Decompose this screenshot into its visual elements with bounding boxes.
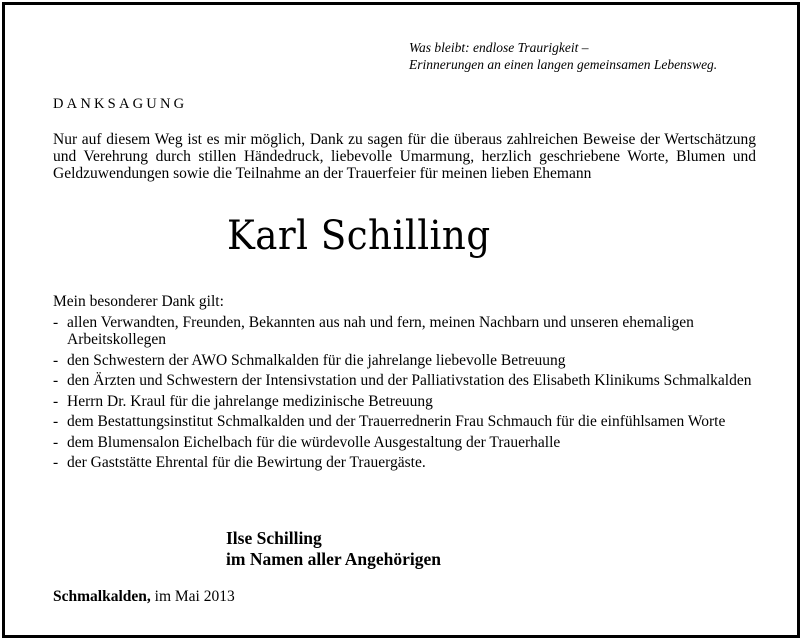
bullet-dash: - [53, 413, 59, 430]
thanks-item-text: den Ärzten und Schwestern der Intensivstation und der Palliativstation des Elisabeth Klinikums Schmalkalden [67, 372, 752, 389]
bullet-dash: - [53, 392, 59, 410]
thanks-item [53, 393, 773, 410]
signature-subline: im Namen aller Angehörigen [226, 549, 442, 569]
intro-paragraph: Nur auf diesem Weg ist es mir möglich, Dank zu sagen für die überaus zahlreichen Beweise der Wertschätzung und Verehrung durch stillen Händedruck, liebevolle Umarmung, herzlich geschriebene Worte, Blumen und Geldzuwendungen sowie die Teilnahme an der Trauerfeier für meinen lieben Ehemann [53, 131, 756, 182]
deceased-name: Karl Schilling [227, 213, 491, 259]
thanks-item [53, 454, 773, 471]
place: Schmalkalden, [53, 588, 151, 605]
thanks-item-text: der Gaststätte Ehrental für die Bewirtung der Trauergäste. [67, 454, 426, 471]
thanks-item-text: dem Blumensalon Eichelbach für die würdevolle Ausgestaltung der Trauerhalle [67, 433, 561, 451]
notice-heading: DANKSAGUNG [53, 96, 188, 112]
bullet-dash: - [53, 314, 59, 331]
signature-name: Ilse Schilling [226, 528, 322, 548]
thanks-list [53, 314, 773, 475]
thanks-item-text: dem Bestattungsinstitut Schmalkalden und der Trauerrednerin Frau Schmauch für die einfühlsamen Worte [67, 413, 726, 430]
thanks-item [53, 314, 773, 348]
bullet-dash: - [53, 351, 59, 369]
place-date [53, 588, 235, 606]
motto-quote [409, 39, 717, 73]
thanks-item [53, 352, 773, 369]
date: im Mai 2013 [154, 588, 235, 605]
signature-block [226, 528, 441, 570]
bullet-dash: - [53, 433, 59, 451]
thanks-item-text: allen Verwandten, Freunden, Bekannten aus nah und fern, meinen Nachbarn und unseren ehemaligen Arbeitskollegen [67, 314, 694, 348]
bullet-dash: - [53, 454, 59, 471]
thanks-item [53, 372, 773, 389]
notice-frame [2, 2, 800, 638]
thanks-item [53, 434, 773, 451]
motto-line-2: Erinnerungen an einen langen gemeinsamen Lebensweg. [409, 57, 718, 72]
thanks-item-text: Herrn Dr. Kraul für die jahrelange medizinische Betreuung [67, 392, 433, 410]
thanks-label: Mein besonderer Dank gilt: [53, 293, 224, 310]
bullet-dash: - [53, 372, 59, 389]
motto-line-1: Was bleibt: endlose Traurigkeit – [409, 40, 589, 55]
thanks-item-text: den Schwestern der AWO Schmalkalden für die jahrelange liebevolle Betreuung [67, 351, 566, 369]
thanks-item [53, 413, 773, 430]
